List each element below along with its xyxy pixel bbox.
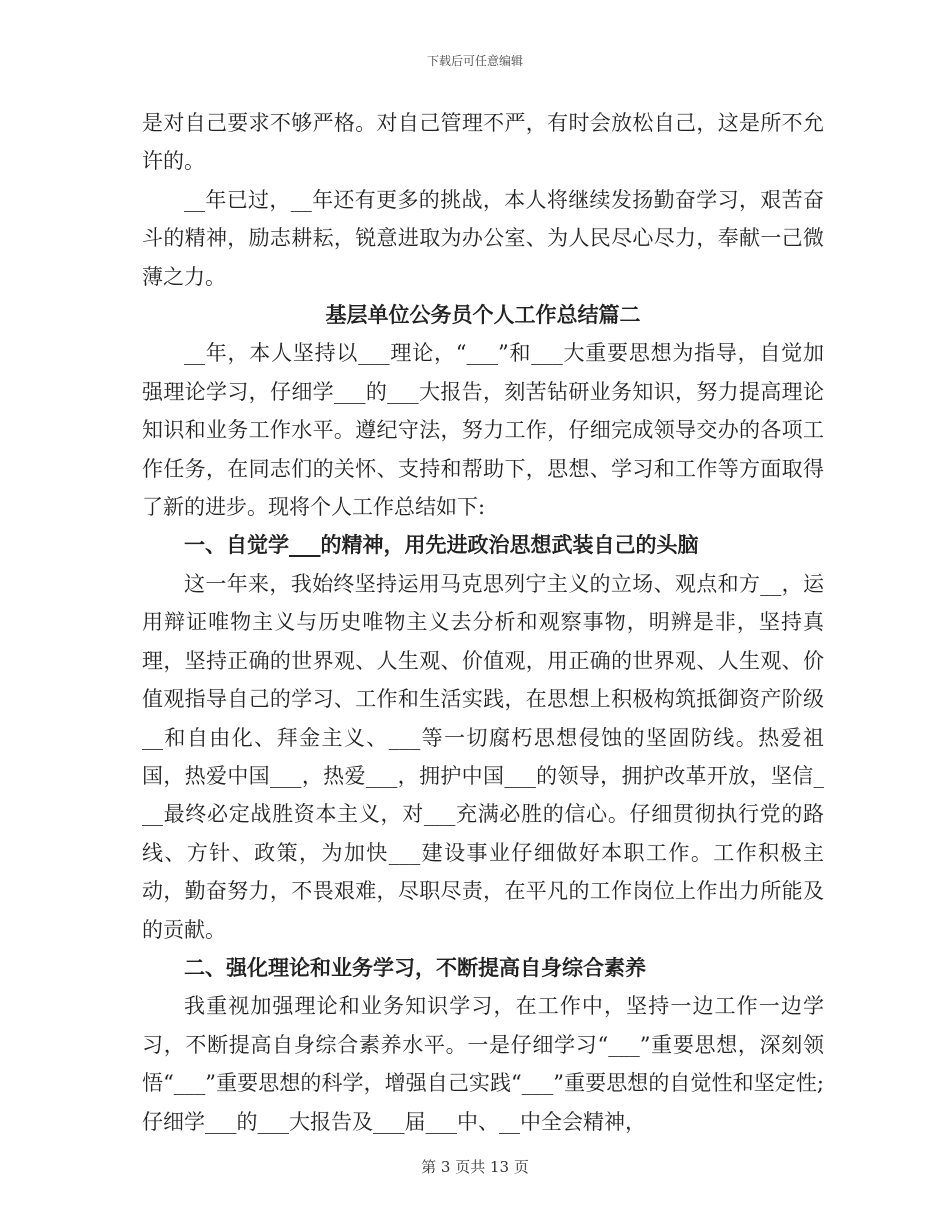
subheading: 二、强化理论和业务学习，不断提高自身综合素养 bbox=[184, 954, 646, 980]
page-number: 第 3 页共 13 页 bbox=[421, 1158, 529, 1176]
section-title: 基层单位公务员个人工作总结篇二 bbox=[325, 302, 641, 328]
paragraph: __年，本人坚持以___理论，“___”和___大重要思想为指导，自觉加强理论学习，仔细学___的___大报告，刻苦钻研业务知识，努力提高理论知识和业务工作水平。遵纪守法，努力工作，仔细完成领导交办的各项工作任务，在同志们的关怀、支持和帮助下，思想、学习和工作等方面取得了新的进步。现将个人工作总结如下: bbox=[142, 341, 824, 520]
paragraph: 我重视加强理论和业务知识学习，在工作中，坚持一边工作一边学习，不断提高自身综合素养水平。一是仔细学习“___”重要思想，深刻领悟“___”重要思想的科学，增强自己实践“___”重要思想的自觉性和坚定性;仔细学___的___大报告及___届___中、__中全会精神， bbox=[142, 994, 824, 1134]
paragraph: 是对自己要求不够严格。对自己管理不严，有时会放松自己，这是所不允许的。 bbox=[142, 111, 824, 174]
subheading: 一、自觉学___的精神，用先进政治思想武装自己的头脑 bbox=[184, 532, 699, 558]
paragraph: __年已过，__年还有更多的挑战，本人将继续发扬勤奋学习，艰苦奋斗的精神，励志耕耘，锐意进取为办公室、为人民尽心尽力，奉献一己微薄之力。 bbox=[142, 187, 824, 289]
document-body bbox=[142, 104, 824, 1141]
page-header-note: 下载后可任意编辑 bbox=[426, 54, 523, 68]
paragraph: 这一年来，我始终坚持运用马克思列宁主义的立场、观点和方__，运用辩证唯物主义与历史唯物主义去分析和观察事物，明辨是非，坚持真理，坚持正确的世界观、人生观、价值观，用正确的世界观、人生观、价值观指导自己的学习、工作和生活实践，在思想上积极构筑抵御资产阶级__和自由化、拜金主义、___等一切腐朽思想侵蚀的坚固防线。热爱祖国，热爱中国___，热爱___，拥护中国___的领导，拥护改革开放，坚信___最终必定战胜资本主义，对___充满必胜的信心。仔细贯彻执行党的路线、方针、政策，为加快___建设事业仔细做好本职工作。工作积极主动，勤奋努力，不畏艰难，尽职尽责，在平凡的工作岗位上作出力所能及的贡献。 bbox=[142, 571, 824, 942]
